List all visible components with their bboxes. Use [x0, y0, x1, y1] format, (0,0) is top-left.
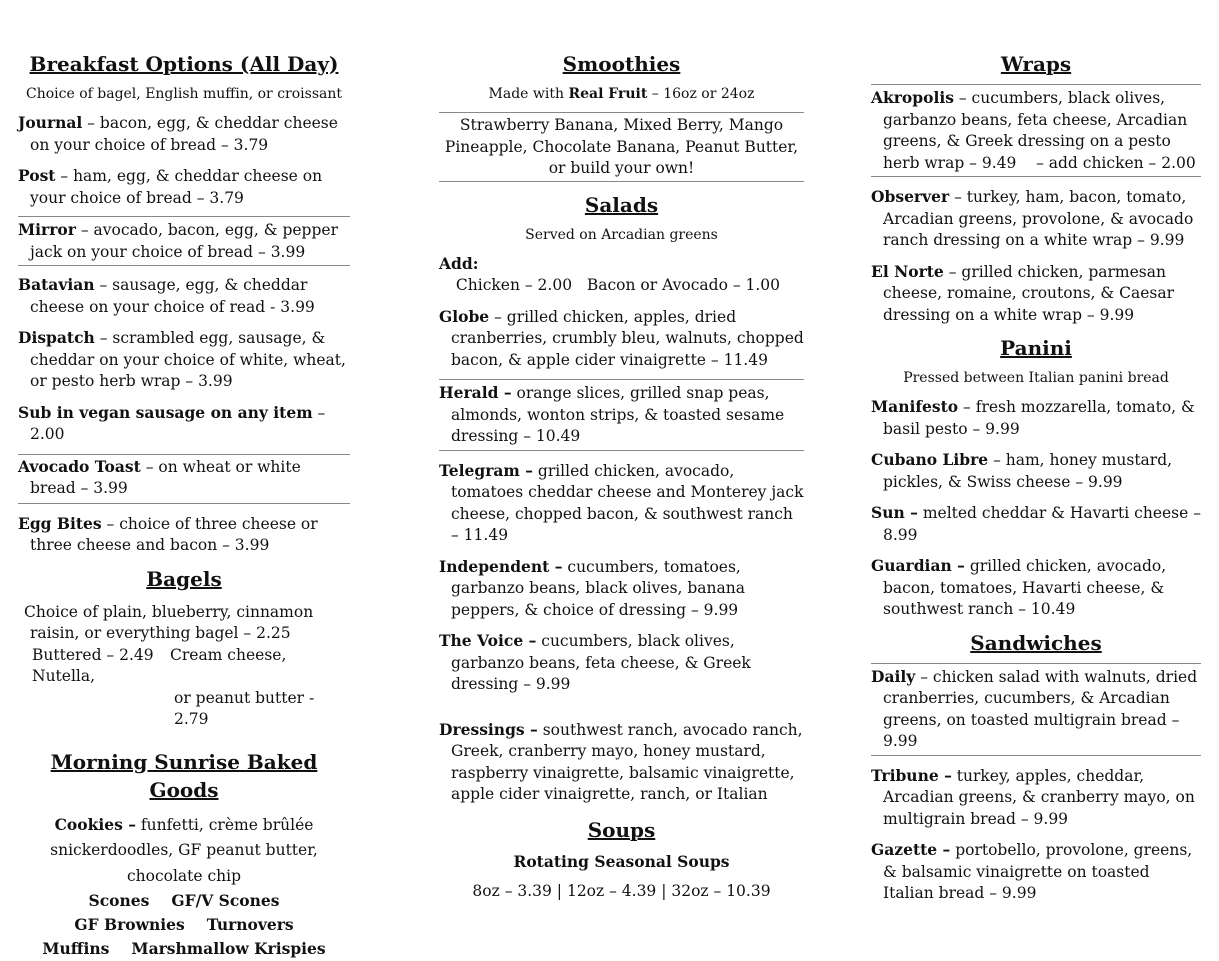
- item-name: Herald –: [439, 383, 512, 402]
- bagels-heading: Bagels: [146, 566, 222, 591]
- subtitle-text: – 16oz or 24oz: [647, 86, 755, 102]
- item-name: Dispatch: [18, 328, 95, 347]
- baked-item: Turnovers: [206, 914, 294, 934]
- panini-subtitle: Pressed between Italian panini bread: [903, 370, 1169, 386]
- cookies-line: [18, 812, 350, 838]
- item-desc: southwest ranch, avocado ranch, Greek, cranberry mayo, honey mustard, raspberry vinaigrette, balsamic vinaigrette, apple cider vinaigrette, ranch, or Italian: [451, 720, 803, 803]
- item-name: Dressings –: [439, 719, 538, 739]
- item-name: Daily: [871, 666, 916, 686]
- divider: [871, 663, 1201, 664]
- item-desc: – 2.00: [30, 403, 326, 443]
- item-name: Guardian –: [871, 556, 965, 575]
- item-desc: – avocado, bacon, egg, & pepper jack on your choice of bread – 3.99: [30, 221, 338, 261]
- divider: [18, 503, 350, 504]
- baked-item: GF Brownies: [74, 914, 185, 934]
- menu-item: [439, 556, 804, 622]
- bagels-block: [18, 602, 350, 731]
- subtitle-bold: Real Fruit: [568, 86, 648, 102]
- item-name: Avocado Toast: [18, 456, 141, 476]
- menu-item: [871, 765, 1201, 831]
- item-name: Telegram –: [439, 460, 533, 480]
- menu-item: [871, 555, 1201, 621]
- menu-item: [439, 460, 804, 547]
- cookies-line: chocolate chip: [126, 866, 242, 885]
- menu-item: [871, 666, 1201, 755]
- item-desc: – ham, honey mustard, pickles, & Swiss cheese – 9.99: [883, 451, 1173, 491]
- item-name: Cubano Libre: [871, 450, 989, 469]
- divider: [439, 379, 804, 380]
- breakfast-subtitle: Choice of bagel, English muffin, or croissant: [25, 86, 342, 102]
- divider: [871, 84, 1201, 85]
- baked-item: Muffins: [42, 938, 110, 958]
- divider: [18, 265, 350, 266]
- divider: [18, 216, 350, 217]
- item-name: Journal: [18, 113, 83, 132]
- smoothies-heading: Smoothies: [562, 52, 681, 76]
- baked-goods-block: [18, 812, 350, 961]
- item-name: Batavian: [18, 275, 95, 294]
- dressings-list: [439, 719, 804, 806]
- menu-item: [439, 630, 804, 696]
- menu-item: [439, 306, 804, 380]
- menu-item: [439, 382, 804, 450]
- menu-item: [871, 87, 1201, 176]
- item-desc: – cucumbers, black olives, garbanzo beans, feta cheese, Arcadian greens, & Greek dressing on a pesto herb wrap – 9.49 – add chicken – 2.00: [883, 89, 1196, 172]
- item-name: Gazette –: [871, 840, 951, 859]
- divider: [18, 454, 350, 455]
- item-desc: orange slices, grilled snap peas, almonds, wonton strips, & toasted sesame dressing – 10.49: [451, 384, 785, 445]
- sandwiches-heading: Sandwiches: [970, 630, 1102, 655]
- smoothie-flavors: Strawberry Banana, Mixed Berry, Mango Pineapple, Chocolate Banana, Peanut Butter, or build your own!: [444, 116, 799, 177]
- menu-item: [18, 402, 350, 454]
- menu-item: [18, 274, 350, 318]
- item-desc: – choice of three cheese or three cheese and bacon – 3.99: [30, 514, 318, 554]
- item-name: Sub in vegan sausage on any item: [18, 402, 313, 422]
- item-name: El Norte: [871, 261, 944, 281]
- soups-subtitle: Rotating Seasonal Soups: [513, 851, 730, 871]
- baked-item: Marshmallow Krispies: [131, 938, 326, 958]
- item-name: Akropolis: [871, 88, 954, 107]
- column-left: [18, 50, 350, 961]
- baked-row: [18, 913, 350, 937]
- divider: [871, 176, 1201, 177]
- item-desc: – grilled chicken, parmesan cheese, romaine, croutons, & Caesar dressing on a white wrap – 9.99: [883, 262, 1174, 324]
- item-desc: cucumbers, tomatoes, garbanzo beans, black olives, banana peppers, & choice of dressing – 9.99: [451, 557, 745, 619]
- menu-item: [871, 396, 1201, 440]
- baked-item: GF/V Scones: [171, 890, 280, 910]
- menu-item: [18, 165, 350, 216]
- baked-item: Scones: [88, 890, 150, 910]
- item-name: Independent –: [439, 556, 563, 576]
- soups-prices: 8oz – 3.39 | 12oz – 4.39 | 32oz – 10.39: [472, 882, 771, 900]
- menu-item: [18, 327, 350, 393]
- cookies-text: funfetti, crème brûlée: [135, 815, 314, 834]
- bagels-line: [24, 645, 350, 688]
- salads-subtitle: Served on Arcadian greens: [525, 226, 718, 243]
- item-name: Tribune –: [871, 765, 952, 785]
- salads-heading: Salads: [584, 192, 659, 217]
- menu-item: [871, 502, 1201, 546]
- item-desc: – chicken salad with walnuts, dried cranberries, cucumbers, & Arcadian greens, on toasted multigrain bread – 9.99: [883, 667, 1198, 750]
- item-desc: – grilled chicken, apples, dried cranberries, crumbly bleu, walnuts, chopped bacon, & apple cider vinaigrette – 11.49: [451, 307, 804, 369]
- bagels-line: Choice of plain, blueberry, cinnamon: [24, 602, 314, 621]
- add-label: Add:: [439, 253, 479, 273]
- add-text: Chicken – 2.00 Bacon or Avocado – 1.00: [451, 276, 781, 294]
- divider: [439, 181, 804, 182]
- item-name: Post: [18, 166, 56, 185]
- item-name: Mirror: [18, 220, 76, 239]
- item-name: The Voice –: [439, 631, 537, 650]
- item-name: Manifesto: [871, 397, 959, 416]
- column-right: [871, 50, 1201, 905]
- item-desc: cucumbers, black olives, garbanzo beans, feta cheese, & Greek dressing – 9.99: [451, 632, 751, 693]
- item-desc: – turkey, ham, bacon, tomato, Arcadian greens, provolone, & avocado ranch dressing on a white wrap – 9.99: [883, 188, 1194, 249]
- cookies-label: Cookies –: [54, 814, 136, 834]
- item-desc: – fresh mozzarella, tomato, & basil pesto – 9.99: [883, 398, 1195, 438]
- bagels-line: or peanut butter - 2.79: [174, 688, 315, 728]
- item-desc: – bacon, egg, & cheddar cheese on your choice of bread – 3.79: [30, 114, 338, 154]
- item-desc: grilled chicken, avocado, tomatoes cheddar cheese and Monterey jack cheese, chopped bacon, & southwest ranch – 11.49: [451, 461, 804, 544]
- menu-item: [18, 219, 350, 265]
- breakfast-heading: Breakfast Options (All Day): [29, 52, 339, 76]
- item-name: Globe: [439, 306, 490, 326]
- buttered-price: Buttered – 2.49: [32, 645, 154, 664]
- item-desc: – sausage, egg, & cheddar cheese on your choice of read - 3.99: [30, 276, 315, 316]
- cream-price: Cream cheese, Nutella,: [32, 645, 287, 685]
- divider: [439, 450, 804, 451]
- menu-item: [871, 449, 1201, 493]
- item-name: Egg Bites: [18, 513, 102, 533]
- divider: [871, 755, 1201, 756]
- wraps-heading: Wraps: [1000, 52, 1072, 76]
- baked-row: [18, 937, 350, 961]
- menu-item: [871, 261, 1201, 327]
- item-desc: portobello, provolone, greens, & balsamic vinaigrette on toasted Italian bread – 9.99: [883, 841, 1193, 902]
- baked-goods-heading: Morning Sunrise Baked Goods: [50, 749, 318, 802]
- panini-heading: Panini: [1000, 336, 1072, 360]
- menu-item: [18, 513, 350, 557]
- menu-item: [871, 186, 1201, 252]
- soups-heading: Soups: [587, 817, 656, 842]
- item-desc: – ham, egg, & cheddar cheese on your choice of bread – 3.79: [30, 167, 323, 207]
- salad-add-ons: [439, 253, 804, 297]
- item-name: Observer: [871, 187, 950, 206]
- menu-item: [871, 839, 1201, 905]
- item-desc: melted cheddar & Havarti cheese – 8.99: [883, 504, 1201, 544]
- menu-item: [18, 112, 350, 156]
- menu-item: [18, 456, 350, 503]
- column-middle: [439, 50, 804, 903]
- baked-row: [18, 889, 350, 913]
- cookies-line: snickerdoodles, GF peanut butter,: [50, 840, 318, 859]
- item-desc: grilled chicken, avocado, bacon, tomatoes, Havarti cheese, & southwest ranch – 10.49: [883, 557, 1167, 618]
- bagels-line: raisin, or everything bagel – 2.25: [30, 624, 291, 642]
- subtitle-text: Made with: [488, 86, 569, 102]
- item-name: Sun –: [871, 503, 918, 522]
- item-desc: turkey, apples, cheddar, Arcadian greens, & cranberry mayo, on multigrain bread – 9.99: [883, 766, 1195, 828]
- item-desc: – scrambled egg, sausage, & cheddar on your choice of white, wheat, or pesto herb wrap – 3.99: [30, 329, 346, 390]
- smoothies-subtitle: [439, 84, 804, 112]
- item-desc: – on wheat or white bread – 3.99: [30, 457, 301, 497]
